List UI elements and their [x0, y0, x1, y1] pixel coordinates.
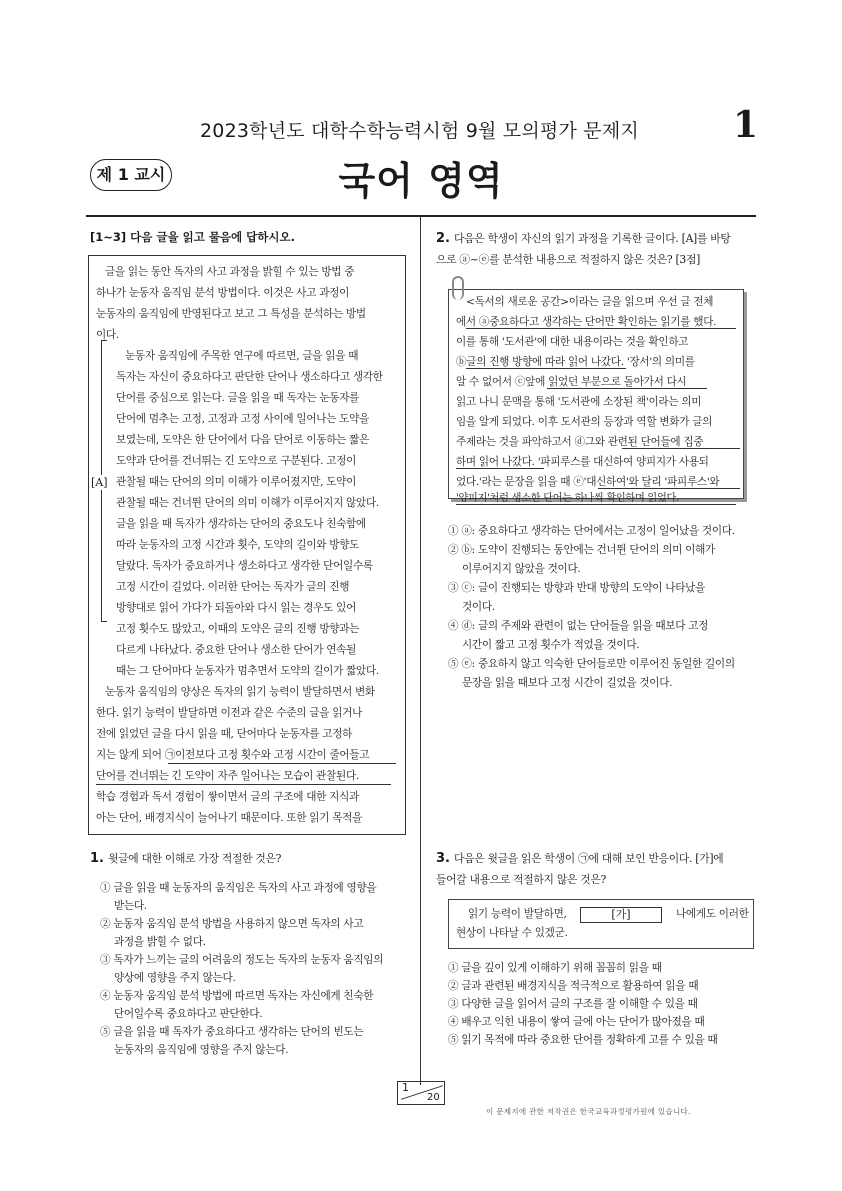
passage-line: 눈동자 움직임의 양상은 독자의 읽기 능력이 발달하면서 변화 [105, 686, 375, 698]
underline [466, 368, 626, 369]
underline [622, 448, 740, 449]
option-continued: 문장을 읽을 때보다 고정 시간이 길었을 것이다. [462, 677, 673, 689]
passage-line: 달랐다. 독자가 중요하거나 생소하다고 생각한 단어일수록 [116, 560, 373, 572]
paperclip-icon [452, 276, 464, 300]
note-line: 하며 읽어 나갔다. '파피루스를 대신하여 양피지가 사용되 [456, 456, 709, 468]
note-line: 이를 통해 '도서관'에 대한 내용이라는 것을 확인하고 [456, 336, 689, 348]
option[interactable]: ② 글과 관련된 배경지식을 적극적으로 활용하여 읽을 때 [448, 980, 699, 992]
question-2-stem: 다음은 학생이 자신의 읽기 과정을 기록한 글이다. [A]를 바탕 [454, 232, 731, 245]
underline [466, 328, 736, 329]
option[interactable]: ① 글을 읽을 때 눈동자의 움직임은 독자의 사고 과정에 영향을 [100, 882, 377, 894]
question-3-stem: 다음은 윗글을 읽은 학생이 ㉠에 대해 보인 반응이다. [가]에 [454, 852, 724, 865]
note-line: 었다.'라는 문장을 읽을 때 ⓔ'대신하여'와 달리 '파피루스'와 [456, 476, 720, 488]
option[interactable]: ③ 독자가 느끼는 글의 어려움의 정도는 독자의 눈동자 움직임의 [100, 954, 384, 966]
passage-line: 단어를 중심으로 읽는다. 글을 읽을 때 독자는 눈동자를 [116, 392, 360, 404]
option-continued: 받는다. [114, 900, 147, 912]
option-continued: 양상에 영향을 주지 않는다. [114, 972, 236, 984]
option-continued: 이루어지지 않았을 것이다. [462, 563, 581, 575]
passage-line: 아는 단어, 배경지식이 늘어나기 때문이다. 또한 읽기 목적을 [96, 812, 363, 824]
note-line: 임을 알게 되었다. 이후 도서관의 등장과 역할 변화가 글의 [456, 416, 713, 428]
passage-line: 글을 읽을 때 독자가 생각하는 단어의 중요도나 친숙함에 [116, 518, 366, 530]
option[interactable]: ④ 눈동자 움직임 분석 방법에 따르면 독자는 자신에게 친숙한 [100, 990, 374, 1002]
passage-line: 고정 시간이 길었다. 이러한 단어는 독자가 글의 진행 [116, 581, 350, 593]
option[interactable]: ⑤ 글을 읽을 때 독자가 중요하다고 생각하는 단어의 빈도는 [100, 1026, 364, 1038]
option[interactable]: ① ⓐ: 중요하다고 생각하는 단어에서는 고정이 일어났을 것이다. [448, 525, 735, 537]
note-line: ⓑ글의 진행 방향에 따라 읽어 나갔다. '장서'의 의미를 [456, 356, 695, 368]
passage-line: 전에 읽었던 글을 다시 읽을 때, 단어마다 눈동자를 고정하 [96, 728, 353, 740]
note-line: 주제라는 것을 파악하고서 ⓓ그와 관련된 단어들에 집중 [456, 436, 704, 448]
option[interactable]: ③ ⓒ: 글이 진행되는 방향과 반대 방향의 도약이 나타났을 [448, 582, 705, 594]
question-1-stem: 윗글에 대한 이해로 가장 적절한 것은? [108, 852, 282, 865]
session-label: 제 1 교시 [90, 159, 172, 191]
blank-slot: [가] [580, 907, 662, 923]
option-continued: 시간이 짧고 고정 횟수가 적었을 것이다. [462, 639, 640, 651]
passage-line: 관찰될 때는 단어의 의미 이해가 이루어졌지만, 도약이 [116, 476, 357, 488]
question-3-stem: 들어갈 내용으로 적절하지 않은 것은? [436, 873, 606, 886]
option[interactable]: ① 글을 깊이 있게 이해하기 위해 꼼꼼히 읽을 때 [448, 962, 662, 974]
column-divider [420, 217, 421, 1085]
passage-line: 관찰될 때는 건너뛴 단어의 의미 이해가 이루어지지 않았다. [116, 497, 379, 509]
question-2-number: 2. [436, 231, 450, 246]
passage-line: 이다. [96, 329, 119, 341]
passage-line: 학습 경험과 독서 경험이 쌓이면서 글의 구조에 대한 지식과 [96, 791, 359, 803]
option-continued: 것이다. [462, 601, 495, 613]
underline [547, 388, 707, 389]
option[interactable]: ③ 다양한 글을 읽어서 글의 구조를 잘 이해할 수 있을 때 [448, 998, 698, 1010]
option-continued: 눈동자의 움직임에 영향을 주지 않는다. [114, 1044, 289, 1056]
passage-line: 글을 읽는 동안 독자의 사고 과정을 밝힐 수 있는 방법 중 [105, 266, 355, 278]
current-page: 1 [402, 1081, 409, 1094]
passage-line: 때는 그 단어마다 눈동자가 멈추면서 도약의 길이가 짧았다. [116, 665, 379, 677]
note-line: 알 수 없어서 ⓒ앞에 읽었던 부분으로 돌아가서 다시 [456, 376, 687, 388]
passage-line: 따라 눈동자의 고정 시간과 횟수, 도약의 길이와 방향도 [116, 539, 360, 551]
option[interactable]: ② 눈동자 움직임 분석 방법을 사용하지 않으면 독자의 사고 [100, 918, 364, 930]
underline [168, 763, 396, 764]
exam-title: 2023학년도 대학수학능력시험 9월 모의평가 문제지 [200, 120, 639, 142]
box-text: 현상이 나타날 수 있겠군. [456, 927, 568, 939]
instruction: [1~3] 다음 글을 읽고 물음에 답하시오. [90, 230, 295, 244]
total-pages: 20 [427, 1092, 440, 1103]
box-text: 나에게도 이러한 [676, 908, 749, 920]
passage-line: 도약과 단어를 건너뛰는 긴 도약으로 구분된다. 고정이 [116, 455, 357, 467]
question-2-stem: 으로 ⓐ~ⓔ를 분석한 내용으로 적절하지 않은 것은? [3점] [436, 253, 701, 266]
passage-line: 다르게 나타났다. 중요한 단어나 생소한 단어가 연속될 [116, 644, 357, 656]
passage-line: 단어에 멈추는 고정, 고정과 고정 사이에 일어나는 도약을 [116, 413, 370, 425]
box-text: 읽기 능력이 발달하면, [468, 908, 567, 920]
option[interactable]: ⑤ ⓔ: 중요하지 않고 익숙한 단어들로만 이루어진 동일한 길이의 [448, 658, 735, 670]
subject-title: 국어 영역 [338, 159, 504, 203]
passage-line: 단어를 건너뛰는 긴 도약이 자주 일어나는 모습이 관찰된다. [96, 770, 359, 782]
passage-line: 고정 횟수도 많았고, 이때의 도약은 글의 진행 방향과는 [116, 623, 360, 635]
option-continued: 단어일수록 중요하다고 판단한다. [114, 1008, 263, 1020]
option[interactable]: ⑤ 읽기 목적에 따라 중요한 단어를 정확하게 고를 수 있을 때 [448, 1034, 718, 1046]
passage-line: 독자는 자신이 중요하다고 판단한 단어나 생소하다고 생각한 [116, 371, 383, 383]
page-number: 1 [733, 104, 759, 146]
header-rule [86, 215, 756, 217]
bracket-label: [A] [91, 476, 108, 489]
note-line: <독서의 새로운 공간>이라는 글을 읽으며 우선 글 전체 [466, 296, 714, 308]
passage-line: 방향대로 읽어 가다가 되돌아와 다시 읽는 경우도 있어 [116, 602, 357, 614]
passage-line: 지는 않게 되어 ㉠이전보다 고정 횟수와 고정 시간이 줄어들고 [96, 749, 370, 761]
underline [456, 504, 736, 505]
option[interactable]: ④ 배우고 익힌 내용이 쌓여 글에 아는 단어가 많아졌을 때 [448, 1016, 705, 1028]
note-line: '양피지'처럼 생소한 단어는 하나씩 확인하며 읽었다. [456, 493, 679, 504]
passage-line: 한다. 읽기 능력이 발달하면 이전과 같은 수준의 글을 읽거나 [96, 707, 363, 719]
note-line: 읽고 나니 문맥을 통해 '도서관에 소장된 책'이라는 의미 [456, 396, 702, 408]
passage-line: 하나가 눈동자 움직임 분석 방법이다. 이것은 사고 과정이 [96, 287, 350, 299]
question-3-number: 3. [436, 851, 450, 866]
question-1-number: 1. [90, 851, 104, 866]
underline [598, 488, 740, 489]
passage-line: 눈동자의 움직임에 반영된다고 보고 그 특성을 분석하는 방법 [96, 308, 366, 320]
note-line: 에서 ⓐ중요하다고 생각하는 단어만 확인하는 읽기를 했다. [456, 316, 717, 328]
option[interactable]: ② ⓑ: 도약이 진행되는 동안에는 건너뛴 단어의 의미 이해가 [448, 544, 715, 556]
underline [456, 468, 544, 469]
passage-line: 눈동자 움직임에 주목한 연구에 따르면, 글을 읽을 때 [125, 350, 359, 362]
option-continued: 과정을 밝힐 수 없다. [114, 936, 206, 948]
option[interactable]: ④ ⓓ: 글의 주제와 관련이 없는 단어들을 읽을 때보다 고정 [448, 620, 709, 632]
underline [96, 784, 391, 785]
passage-line: 보였는데, 도약은 한 단어에서 다음 단어로 이동하는 짧은 [116, 434, 370, 446]
copyright-notice: 이 문제지에 관한 저작권은 한국교육과정평가원에 있습니다. [486, 1107, 691, 1116]
